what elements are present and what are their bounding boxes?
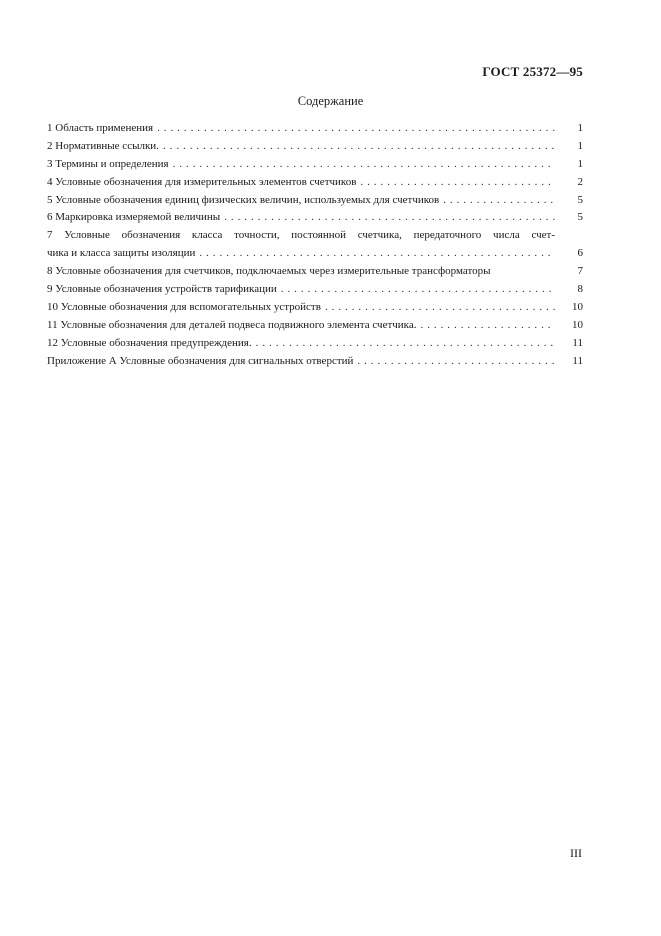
toc-entry-page: 8 bbox=[577, 283, 583, 296]
toc-entry-label: 4 Условные обозначения для измерительных элементов счетчиков bbox=[47, 175, 357, 188]
toc-leader-dots bbox=[360, 174, 555, 192]
toc-leader-dots bbox=[173, 156, 555, 174]
document-code: ГОСТ 25372—95 bbox=[482, 64, 583, 79]
toc-entry bbox=[47, 192, 583, 210]
toc-entry bbox=[47, 227, 583, 245]
toc-entry bbox=[47, 317, 583, 335]
toc-leader-dots bbox=[443, 192, 555, 210]
toc-entry-page: 7 bbox=[577, 265, 583, 278]
toc-entry bbox=[47, 281, 583, 299]
toc-title: Содержание bbox=[297, 94, 364, 108]
toc-entry-page: 2 bbox=[577, 175, 583, 188]
toc-entry-label: 3 Термины и определения bbox=[47, 157, 169, 170]
toc-entry bbox=[47, 120, 583, 138]
toc-leader-dots bbox=[157, 120, 555, 138]
toc-leader-dots bbox=[163, 138, 555, 156]
toc-entry-page: 1 bbox=[577, 139, 583, 152]
toc-entry-label: 12 Условные обозначения предупреждения. bbox=[47, 336, 252, 349]
toc-entry-label: 7 Условные обозначения класса точности, постоянной счетчика, передаточного числа счет- bbox=[47, 229, 555, 242]
toc-entry bbox=[47, 299, 583, 317]
toc-entry bbox=[47, 174, 583, 192]
toc-leader-dots bbox=[281, 281, 555, 299]
toc-entry-label: 2 Нормативные ссылки. bbox=[47, 139, 159, 152]
toc-entry-label: 9 Условные обозначения устройств тарификации bbox=[47, 283, 277, 296]
toc-entry-label: 10 Условные обозначения для вспомогательных устройств bbox=[47, 300, 321, 313]
toc-entry-page: 10 bbox=[572, 318, 583, 331]
toc-leader-dots bbox=[325, 299, 555, 317]
toc-leader-dots bbox=[421, 317, 556, 335]
toc-entry-page: 5 bbox=[577, 193, 583, 206]
toc-entry-label: Приложение А Условные обозначения для сигнальных отверстий bbox=[47, 354, 354, 367]
toc-entry bbox=[47, 156, 583, 174]
toc-entry-page: 6 bbox=[577, 247, 583, 260]
toc-entry-label: 5 Условные обозначения единиц физических величин, используемых для счетчиков bbox=[47, 193, 440, 206]
toc-entry bbox=[47, 209, 583, 227]
toc-entry-page: 5 bbox=[577, 211, 583, 224]
page-number: III bbox=[570, 846, 582, 860]
toc-leader-dots bbox=[357, 353, 555, 371]
toc-entry bbox=[47, 263, 583, 281]
toc-entry-page: 1 bbox=[577, 157, 583, 170]
toc-leader-dots bbox=[256, 335, 555, 353]
toc-entry bbox=[47, 138, 583, 156]
toc-leader-dots bbox=[224, 209, 555, 227]
table-of-contents bbox=[47, 120, 583, 370]
toc-entry-label: 11 Условные обозначения для деталей подвеса подвижного элемента счетчика. bbox=[47, 318, 417, 331]
toc-entry-label: 6 Маркировка измеряемой величины bbox=[47, 211, 221, 224]
toc-entry-page: 10 bbox=[572, 300, 583, 313]
toc-leader-dots bbox=[199, 245, 555, 263]
toc-entry-label: чика и класса защиты изоляции bbox=[47, 247, 196, 260]
toc-entry bbox=[47, 245, 583, 263]
toc-entry-label: 8 Условные обозначения для счетчиков, подключаемых через измерительные трансформаторы bbox=[47, 265, 491, 278]
toc-entry bbox=[47, 353, 583, 371]
toc-entry-page: 1 bbox=[577, 122, 583, 134]
toc-entry-page: 11 bbox=[572, 336, 583, 349]
toc-entry-label: 1 Область применения bbox=[47, 122, 154, 134]
toc-entry-page: 11 bbox=[572, 354, 583, 367]
toc-entry bbox=[47, 335, 583, 353]
